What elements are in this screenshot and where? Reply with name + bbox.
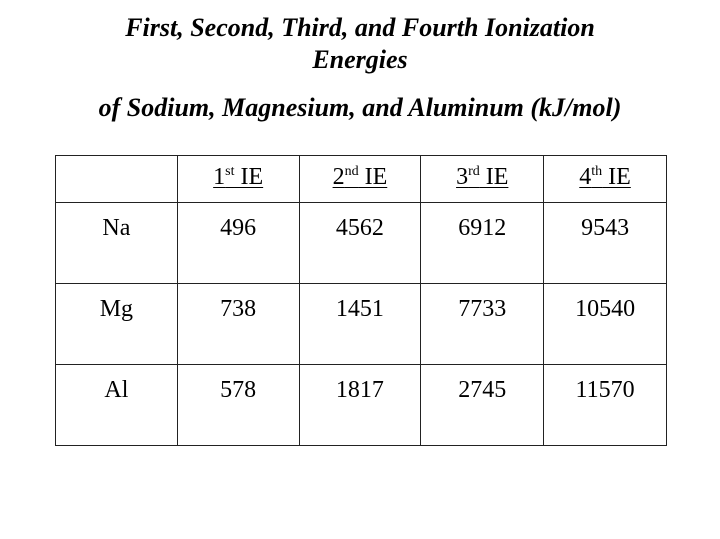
value-cell: 1817: [299, 365, 421, 446]
header-ordinal-suffix: nd: [344, 164, 359, 179]
element-cell: Al: [56, 365, 178, 446]
header-ordinal-suffix: rd: [468, 164, 480, 179]
header-number: 3: [456, 164, 469, 190]
header-label: [333, 164, 388, 190]
header-ordinal-suffix: st: [225, 164, 235, 179]
table-row-sodium: [56, 203, 667, 284]
header-ie-text: IE: [479, 164, 509, 190]
value-cell: 7733: [421, 284, 544, 365]
ionization-energy-table: [55, 155, 667, 446]
header-number: 2: [332, 164, 345, 190]
value-cell: 9543: [544, 203, 667, 284]
header-number: 4: [579, 164, 592, 190]
element-cell: Na: [56, 203, 178, 284]
value-cell: 1451: [299, 284, 421, 365]
header-cell-3rd-ie: [421, 156, 544, 203]
header-cell-2nd-ie: [299, 156, 421, 203]
table-row-magnesium: [56, 284, 667, 365]
title-line-2: Energies: [312, 45, 408, 74]
header-label: [456, 164, 508, 190]
header-ie-text: IE: [234, 164, 264, 190]
header-ie-text: IE: [358, 164, 388, 190]
title-line-3: of Sodium, Magnesium, and Aluminum (kJ/mol): [98, 93, 622, 122]
header-cell-4th-ie: [544, 156, 667, 203]
value-cell: 4562: [299, 203, 421, 284]
header-cell-empty: [56, 156, 178, 203]
header-ordinal-suffix: th: [591, 164, 603, 179]
value-cell: 2745: [421, 365, 544, 446]
element-cell: Mg: [56, 284, 178, 365]
value-cell: 496: [177, 203, 299, 284]
header-ie-text: IE: [602, 164, 631, 190]
value-cell: 738: [177, 284, 299, 365]
value-cell: 10540: [544, 284, 667, 365]
value-cell: 578: [177, 365, 299, 446]
header-cell-1st-ie: [177, 156, 299, 203]
header-number: 1: [213, 164, 226, 190]
header-label: [213, 164, 263, 190]
table-header-row: [56, 156, 667, 203]
value-cell: 11570: [544, 365, 667, 446]
title-line-1: First, Second, Third, and Fourth Ionization: [125, 13, 595, 42]
header-label: [579, 164, 631, 190]
value-cell: 6912: [421, 203, 544, 284]
table-row-aluminum: [56, 365, 667, 446]
